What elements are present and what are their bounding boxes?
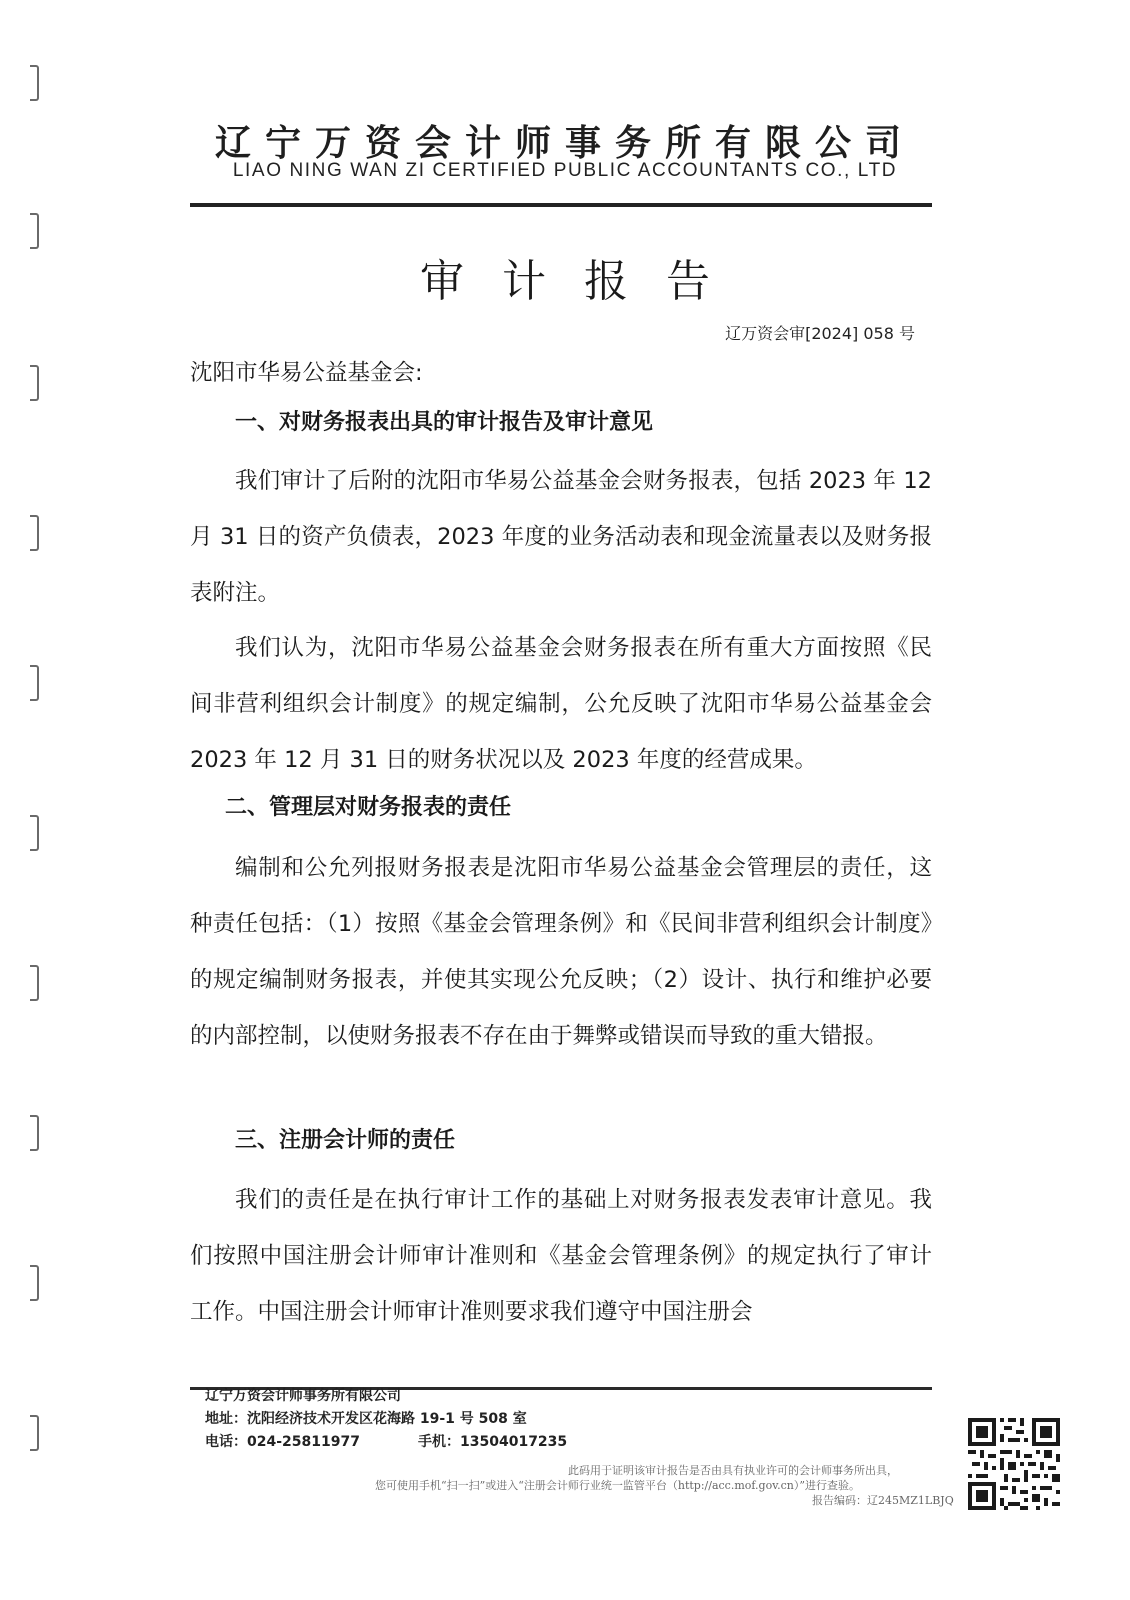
document-title: 审计报告	[420, 256, 748, 307]
binding-mark	[30, 665, 39, 701]
binding-mark	[30, 1115, 39, 1151]
footer-mobile: 手机：13504017235	[418, 1434, 568, 1450]
document-number: 辽万资会审[2024] 058 号	[725, 324, 915, 343]
section-1-paragraph-1: 我们审计了后附的沈阳市华易公益基金会财务报表，包括 2023 年 12 月 31 日的资产负债表，2023 年度的业务活动表和现金流量表以及财务报表附注。	[190, 468, 932, 606]
qr-code-icon	[968, 1418, 1060, 1510]
footer-address: 地址：沈阳经济技术开发区花海路 19-1 号 508 室	[205, 1411, 527, 1427]
binding-mark	[30, 1265, 39, 1301]
report-code: 报告编码：辽245MZ1LBJQ	[812, 1494, 954, 1507]
section-2-paragraph-1: 编制和公允列报财务报表是沈阳市华易公益基金会管理层的责任，这种责任包括：（1）按照《基金会管理条例》和《民间非营利组织会计制度》的规定编制财务报表，并使其实现公允反映；（2）设计、执行和维护必要的内部控制，以使财务报表不存在由于舞弊或错误而导致的重大错报。	[190, 855, 932, 1049]
binding-mark	[30, 1415, 39, 1451]
section-heading-1: 一、对财务报表出具的审计报告及审计意见	[235, 410, 654, 435]
binding-mark	[30, 65, 39, 101]
binding-mark	[30, 965, 39, 1001]
addressee: 沈阳市华易公益基金会:	[190, 360, 423, 386]
section-heading-2: 二、管理层对财务报表的责任	[225, 795, 512, 820]
firm-name-english: LIAO NING WAN ZI CERTIFIED PUBLIC ACCOUNTANTS CO., LTD	[232, 160, 898, 181]
verification-note-1: 此码用于证明该审计报告是否由具有执业许可的会计师事务所出具，	[568, 1464, 898, 1477]
binding-mark	[30, 365, 39, 401]
binding-mark	[30, 213, 39, 249]
section-3-paragraph-1: 我们的责任是在执行审计工作的基础上对财务报表发表审计意见。我们按照中国注册会计师审计准则和《基金会管理条例》的规定执行了审计工作。中国注册会计师审计准则要求我们遵守中国注册会	[190, 1187, 932, 1325]
header-divider	[190, 203, 932, 207]
section-1-paragraph-2: 我们认为，沈阳市华易公益基金会财务报表在所有重大方面按照《民间非营利组织会计制度》的规定编制，公允反映了沈阳市华易公益基金会 2023 年 12 月 31 日的财务状况以及 2023 年度的经营成果。	[190, 635, 932, 773]
footer-phone: 电话：024-25811977	[205, 1434, 360, 1450]
verification-note-2: 您可使用手机“扫一扫”或进入“注册会计师行业统一监管平台（http://acc.mof.gov.cn）”进行查验。	[375, 1479, 860, 1492]
footer-firm-name: 辽宁万资会计师事务所有限公司	[205, 1388, 401, 1404]
binding-mark	[30, 815, 39, 851]
firm-name-chinese: 辽宁万资会计师事务所有限公司	[214, 123, 915, 164]
binding-mark	[30, 515, 39, 551]
section-heading-3: 三、注册会计师的责任	[235, 1128, 456, 1153]
